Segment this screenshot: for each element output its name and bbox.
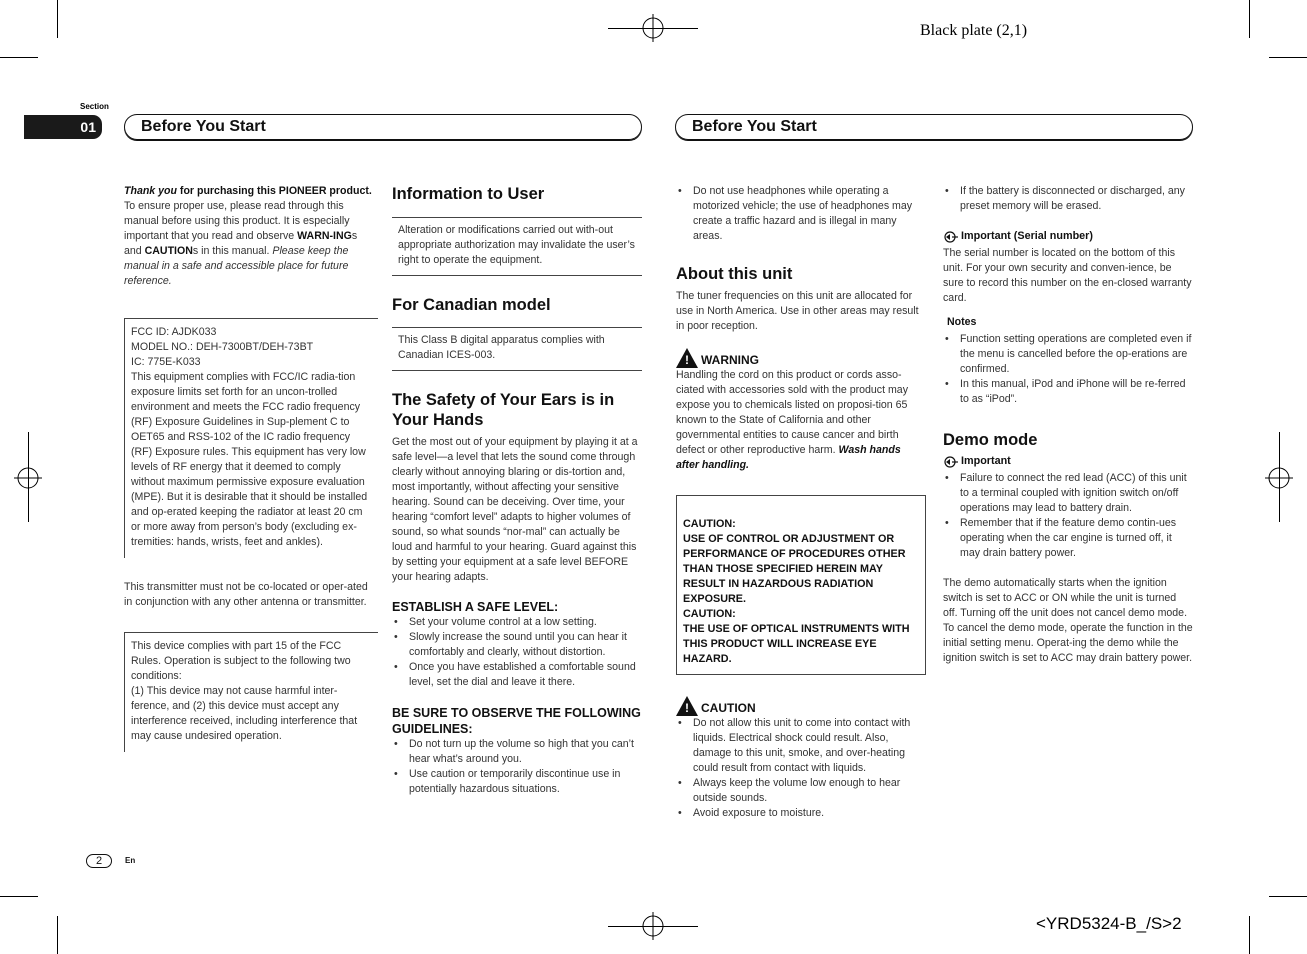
important-title: Important <box>961 455 1011 467</box>
list-item: • Slowly increase the sound until you can hear it comfortably and clearly, without distortion. <box>392 630 642 660</box>
header-left-title: Before You Start <box>141 118 266 135</box>
laser-caution-box <box>676 495 926 675</box>
ic-line: IC: 775E-K033 <box>131 356 201 368</box>
notes-list <box>943 332 1193 407</box>
important-icon <box>943 456 959 468</box>
warning-body <box>676 368 926 473</box>
demo-body: The demo automatically starts when the ignition switch is set to ACC or ON while the unit is turned off. Turning off the unit does not cancel demo mode. To cancel the demo mode, operate the function in the initial setting menu. Operat-ing the demo while the ignition switch is set to ACC may drain battery power. <box>943 577 1193 664</box>
list-item: • Use caution or temporarily discontinue use in potentially hazardous situations. <box>392 767 642 797</box>
demo-title: Demo mode <box>943 431 1038 449</box>
caution-title: CAUTION <box>701 701 756 715</box>
important-icon <box>943 231 959 243</box>
establish-title: ESTABLISH A SAFE LEVEL: <box>392 600 559 614</box>
warning-title: WARNING <box>701 353 759 367</box>
about-body: The tuner frequencies on this unit are allocated for use in North America. Use in other areas may result in poor reception. <box>676 290 919 332</box>
intro-warning-word: WARN-ING <box>297 230 352 242</box>
page-number-badge <box>86 854 112 868</box>
crop-mark <box>57 0 58 38</box>
info-body: Alteration or modifications carried out with-out appropriate authorization may invalidate the user’s right to operate the equipment. <box>398 224 635 266</box>
list-item: • Always keep the volume low enough to hear outside sounds. <box>676 776 926 806</box>
list-item: • Remember that if the feature demo contin-ues operating when the car engine is turned off, it may drain battery power. <box>943 516 1193 561</box>
caution-heading <box>676 696 926 716</box>
intro-italic: Please keep the manual in a safe and accessible place for future reference. <box>124 245 349 287</box>
warning-italic: Wash hands after handling. <box>676 444 901 471</box>
ears-title: The Safety of Your Ears is in Your Hands <box>392 391 615 429</box>
intro-paragraph <box>124 199 376 289</box>
list-item: • If the battery is disconnected or discharged, any preset memory will be erased. <box>943 184 1193 214</box>
header-right-title: Before You Start <box>692 118 817 135</box>
crop-mark <box>1249 0 1250 38</box>
fcc-box <box>124 318 378 558</box>
list-item: • Function setting operations are completed even if the menu is cancelled before the op-erations are confirmed. <box>943 332 1193 377</box>
column-1 <box>124 184 376 752</box>
intro-text: s in this manual. <box>192 245 273 257</box>
thank-you-line <box>124 184 376 199</box>
about-title: About this unit <box>676 265 793 283</box>
warning-heading <box>676 348 926 368</box>
laser-caution-text: CAUTION: USE OF CONTROL OR ADJUSTMENT OR PERFORMANCE OF PROCEDURES OTHER THAN THOSE SPECIFIED HEREIN MAY RESULT IN HAZARDOUS RADIATION EXPOSURE. CAUTION: THE USE OF OPTICAL INSTRUMENTS WITH THIS PRODUCT WILL INCREASE EYE HAZARD. <box>683 518 910 665</box>
important-heading <box>943 454 1193 469</box>
warning-text: Handling the cord on this product or cords asso-ciated with accessories sold with the product may expose you to chemicals listed on proposi-tion 65 known to the State of California and other governmental entities to cause cancer and birth defect or other reproductive harm. <box>676 369 908 456</box>
list-item: • In this manual, iPod and iPhone will be re-ferred to as “iPod”. <box>943 377 1193 407</box>
serial-body: The serial number is located on the bottom of this unit. For your own security and conven-ience, be sure to record this number on the en-closed warranty card. <box>943 247 1192 304</box>
establish-list <box>392 615 642 690</box>
page-number: 2 <box>95 855 103 867</box>
canada-title: For Canadian model <box>392 296 551 314</box>
language-label: En <box>125 856 136 865</box>
list-item: • Do not use headphones while operating a motorized vehicle; the use of headphones may create a traffic hazard and is illegal in many areas. <box>676 184 926 244</box>
registration-line <box>608 28 698 29</box>
crop-mark <box>0 57 38 58</box>
section-label: Section <box>80 102 109 111</box>
plate-label: Black plate (2,1) <box>920 22 1028 39</box>
serial-title: Important (Serial number) <box>961 230 1093 242</box>
crop-mark <box>1269 57 1307 58</box>
battery-list <box>943 184 1193 214</box>
column-3 <box>676 184 926 821</box>
important-list <box>943 471 1193 561</box>
column-2 <box>392 184 642 797</box>
registration-line <box>608 926 698 927</box>
transmitter-note: This transmitter must not be co-located or oper-ated in conjunction with any other antenna or transmitter. <box>124 581 368 608</box>
model-line: MODEL NO.: DEH-7300BT/DEH-73BT <box>131 341 314 353</box>
ears-body: Get the most out of your equipment by playing it at a safe level—a level that lets the sound come through clearly without annoying blaring or dis-tortion and, most importantly, without affecting your sensitive hearing. Sound can be deceiving. Over time, your hearing “comfort level” adapts to higher volumes of sound, so what sounds “nor-mal” can actually be loud and harmful to your hearing. Guard against this by setting your equipment at a safe level BEFORE your hearing adapts. <box>392 436 638 583</box>
list-item: • Once you have established a comfortable sound level, set the dial and leave it there. <box>392 660 642 690</box>
intro-text: s and <box>124 230 358 257</box>
registration-line <box>28 432 29 522</box>
document-code: <YRD5324-B_/S>2 <box>1036 914 1182 933</box>
observe-list <box>392 737 642 797</box>
thank-you-italic: Thank you <box>124 185 177 197</box>
list-item: • Do not allow this unit to come into contact with liquids. Electrical shock could result. Also, damage to this unit, smoke, and over-heating could result from contact with liquids. <box>676 716 926 776</box>
notes-title: Notes <box>947 316 977 328</box>
list-item: • Failure to connect the red lead (ACC) of this unit to a terminal coupled with ignition switch on/off operations may lead to battery drain. <box>943 471 1193 516</box>
serial-heading <box>943 229 1193 244</box>
warning-triangle-icon: ! <box>676 348 698 368</box>
crop-mark <box>57 916 58 954</box>
part15-conditions: (1) This device may not cause harmful inter-ference, and (2) this device must accept any interference received, including interference that may cause undesired operation. <box>131 685 358 742</box>
fcc-id-line: FCC ID: AJDK033 <box>131 326 217 338</box>
crop-mark <box>1249 916 1250 954</box>
section-number-badge <box>24 115 102 139</box>
crop-mark <box>1269 896 1307 897</box>
part15-box <box>124 632 378 752</box>
intro-text: To ensure proper use, please read through this manual before using this product. It is especially important that you read and observe <box>124 200 350 242</box>
column-4 <box>943 184 1193 666</box>
list-item: • Do not turn up the volume so high that you can’t hear what’s around you. <box>392 737 642 767</box>
list-item: • Set your volume control at a low setting. <box>392 615 642 630</box>
info-title: Information to User <box>392 185 545 203</box>
observe-title: BE SURE TO OBSERVE THE FOLLOWING GUIDELINES: <box>392 706 641 736</box>
header-right <box>675 114 1193 140</box>
caution-list <box>676 716 926 821</box>
registration-line <box>1279 432 1280 522</box>
caution-triangle-icon: ! <box>676 696 698 716</box>
header-left <box>124 114 642 140</box>
crop-mark <box>0 896 38 897</box>
section-number: 01 <box>80 119 96 135</box>
intro-caution-word: CAUTION <box>144 245 193 257</box>
headphones-list <box>676 184 926 244</box>
info-box <box>392 217 642 276</box>
list-item: • Avoid exposure to moisture. <box>676 806 926 821</box>
canada-body: This Class B digital apparatus complies with Canadian ICES-003. <box>398 334 605 361</box>
canada-box <box>392 327 642 371</box>
fcc-body: This equipment complies with FCC/IC radia-tion exposure limits set forth for an uncon-trolled environment and meets the FCC radio frequency (RF) Exposure Guidelines in Sup-plement C to OET65 and RSS-102 of the IC radio frequency (RF) Exposure rules. This equipment has very low levels of RF energy that it deemed to comply without maximum permissive exposure evaluation (MPE). But it is desirable that it should be installed and op-erated keeping the radiator at least 20 cm or more away from person’s body (excluding ex-tremities: hands, wrists, feet and ankles). <box>131 371 368 548</box>
part15-intro: This device complies with part 15 of the FCC Rules. Operation is subject to the following two conditions: <box>131 640 351 682</box>
thank-you-rest: for purchasing this PIONEER product. <box>176 185 372 197</box>
